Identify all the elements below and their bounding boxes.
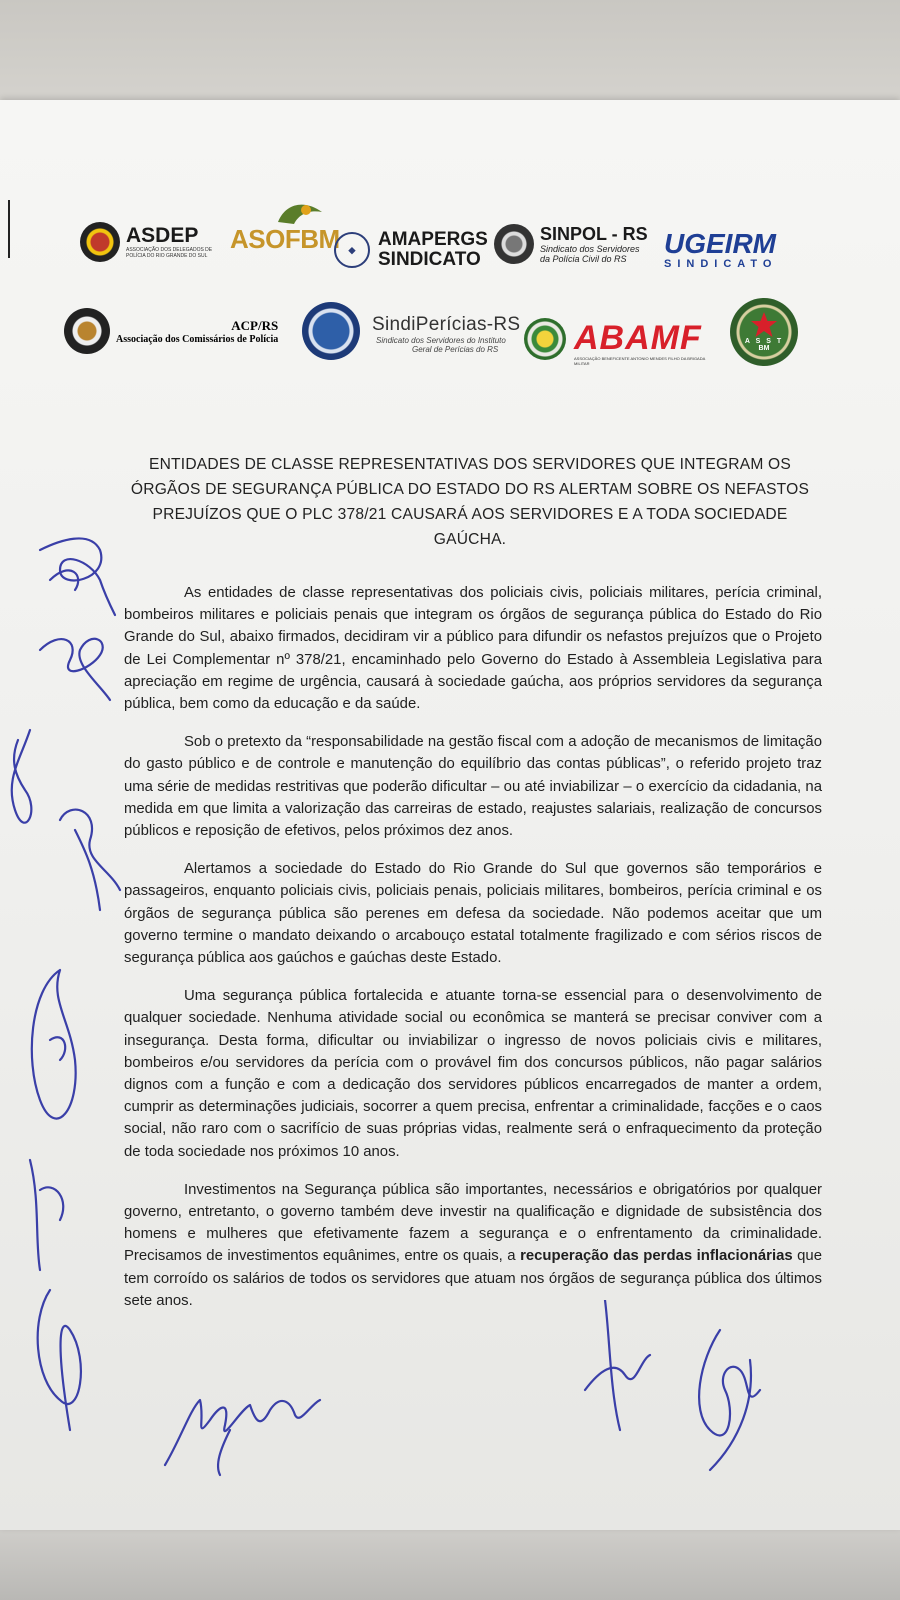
paragraph-2: Sob o pretexto da “responsabilidade na gestão fiscal com a adoção de mecanismos de limitação do gasto público e de controle e manutenção do equilíbrio das contas públicas”, o referido projeto traz uma série de medidas restritivas que poderão dificultar – ou até inviabilizar – o exercício da cidadania, na medida em que limita a valorização das carreiras de estado, reajustes salariais, realização de concursos públicos e reposição de efetivos, pelos próximos dez anos. [124,734,822,840]
sindipericias-name: SindiPerícias-RS [372,314,521,335]
acp-subtitle: Associação dos Comissários de Polícia [116,333,279,345]
asofbm-name: ASOFBM [230,224,340,254]
logo-ugeirm [664,230,778,270]
paragraph-5-end: que tem corroído os salários de todos os servidores que atuam nos órgãos de segurança pública dos últimos sete anos. [124,1248,822,1309]
police-blue-seal-icon [302,302,360,360]
asdep-seal-icon [80,222,120,262]
document-body [124,582,822,1328]
signature-6-icon [690,1320,770,1480]
asdep-subtitle: ASSOCIAÇÃO DOS DELEGADOS DE POLÍCIA DO RIO GRANDE DO SUL [126,247,213,259]
amapergs-line1: AMAPERGS [378,229,488,250]
sinpol-seal-icon [494,224,534,264]
asofbm-emblem-icon [276,200,324,226]
sinpol-subtitle2: da Polícia Civil do RS [540,254,627,264]
logo-abamf [574,320,714,366]
logo-asstbm [730,298,798,366]
signature-4-icon [160,1370,350,1480]
amapergs-seal-icon: ◆ [334,232,370,268]
signature-3-icon [10,960,110,1440]
paragraph-1: As entidades de classe representativas dos policiais civis, policiais militares, perícia criminal, bombeiros militares e policiais penais que integram os órgãos de segurança pública do Estado do Rio Grande do Sul, abaixo firmados, decidiram vir a público para difundir os nefastos prejuízos que o Projeto de Lei Complementar nº 378/21, encaminhado pelo Governo do Estado à Assembleia Legislativa para apreciação em regime de urgência, causará à sociedade gaúcha, aos próprios servidores da segurança pública, bem como da educação e da saúde. [124,585,822,713]
logo-amapergs [334,230,488,270]
document-title: ENTIDADES DE CLASSE REPRESENTATIVAS DOS SERVIDORES QUE INTEGRAM OS ÓRGÃOS DE SEGURANÇA PÚBLICA DO ESTADO DO RS ALERTAM SOBRE OS NEFASTOS PREJUÍZOS QUE O PLC 378/21 CAUSARÁ AOS SERVIDORES E A TODA SOCIEDADE GAÚCHA. [130,456,810,548]
sindipericias-subtitle2: Geral de Perícias do RS [412,345,499,354]
sinpol-name: SINPOL - RS [540,224,648,244]
amapergs-line2: SINDICATO [378,249,481,270]
ugeirm-name: UGEIRM [664,228,776,259]
asstbm-bm: BM [758,345,770,352]
red-star-icon [750,312,778,338]
asdep-name: ASDEP [126,224,199,247]
asstbm-letters: A S S T [744,338,784,345]
sinpol-subtitle1: Sindicato dos Servidores [540,244,640,254]
logo-asofbm [230,200,340,252]
sindipericias-subtitle1: Sindicato dos Servidores do Instituto [376,336,506,345]
paragraph-5-bold: recuperação das perdas inflacionárias [520,1248,793,1265]
green-seal-icon [524,318,566,360]
paragraph-5-start: Investimentos na Segurança pública são importantes, necessários e obrigatórios por qualquer governo, entretanto, o governo também deve investir na qualificação e dignidade de subsistência dos homens e mulheres que efetivamente fazem a segurança e o enfrentamento da criminalidade. Precisamos de investimentos equânimes, entre os quais, a [124,1181,822,1265]
logo-sindipericias [372,314,520,354]
logo-acp [64,308,278,354]
signature-1-icon [30,520,120,720]
paragraph-5 [124,1179,822,1312]
abamf-name: ABAMF [574,319,702,357]
signature-2-icon [0,720,140,920]
logo-asdep [80,222,230,262]
abamf-subtitle: ASSOCIAÇÃO BENEFICENTE ANTONIO MENDES FILHO DA BRIGADA MILITAR [574,356,706,366]
acp-seal-icon [64,308,110,354]
signature-5-icon [580,1300,660,1440]
acp-name: ACP/RS [231,317,279,333]
ugeirm-subtitle: SINDICATO [664,258,778,270]
logo-sinpol [494,224,648,264]
page-edge-mark [8,200,10,258]
paragraph-3: Alertamos a sociedade do Estado do Rio Grande do Sul que governos são temporários e passageiros, enquanto policiais civis, policiais penais, policiais militares, bombeiros, perícia criminal e os órgãos de segurança pública são perenes em defesa da sociedade. Não podemos aceitar que um governo termine o mandato deixando o arcabouço estatal totalmente fragilizado e com sérios riscos de segurança pública aos gaúchos e gaúchas deste Estado. [124,861,822,967]
paragraph-4: Uma segurança pública fortalecida e atuante torna-se essencial para o desenvolvimento de qualquer sociedade. Nenhuma atividade social ou econômica se manterá se precisar conviver com a insegurança. Desta forma, dificultar ou inviabilizar o ingresso de novos policiais civis e militares, bombeiros e/ou servidores da perícia com o provável fim dos concursos públicos, não pagar salários dignos com a função e com a dedicação dos servidores públicos encarregados de manter a ordem, cumprir as determinações judiciais, socorrer a quem precisa, enfrentar a criminalidade, facções e o caos social, não raro com o sacrifício de suas próprias vidas, realmente será o enfraquecimento da proteção de toda sociedade nos próximos 10 anos. [124,988,822,1160]
